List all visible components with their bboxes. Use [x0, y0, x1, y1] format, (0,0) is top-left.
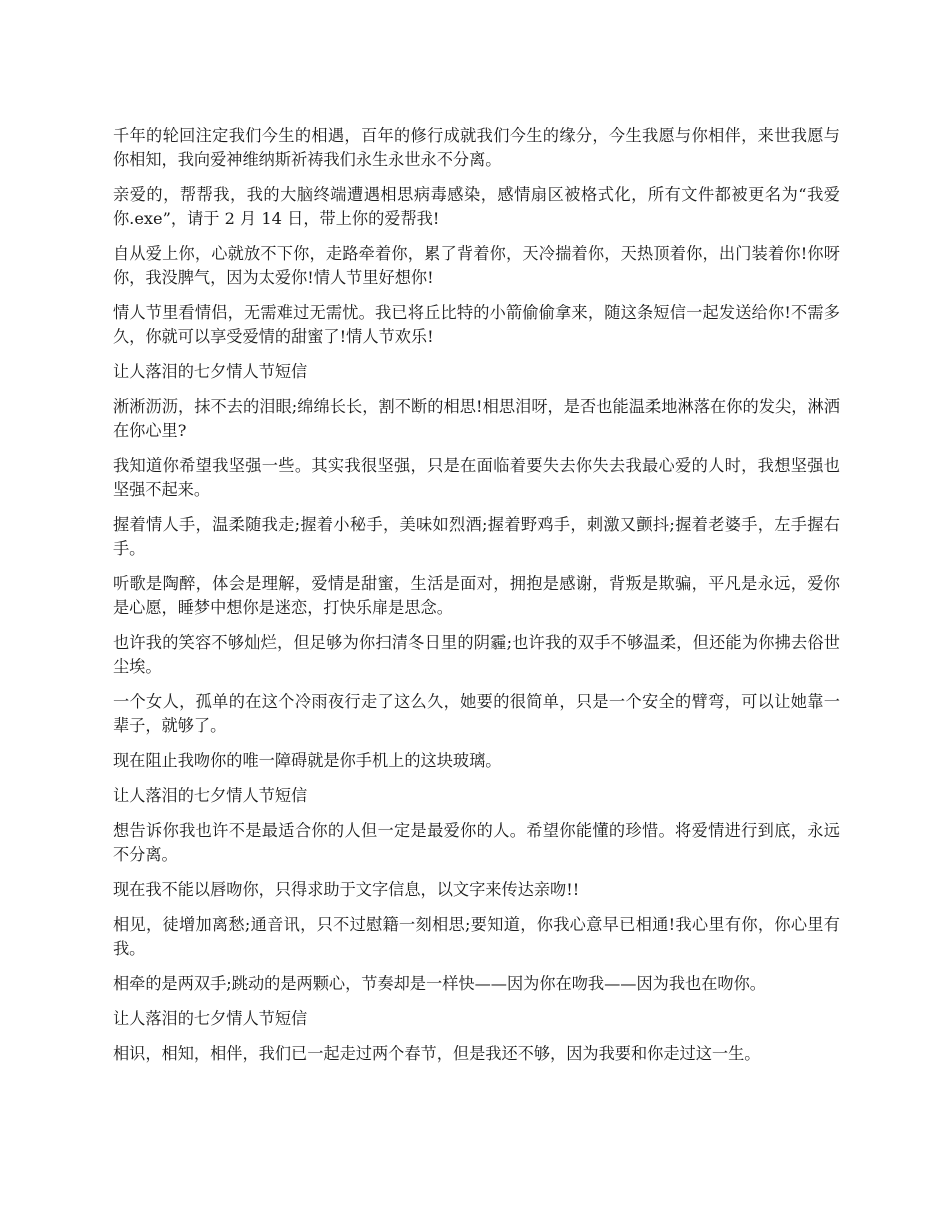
paragraph: 也许我的笑容不够灿烂，但足够为你扫清冬日里的阴霾;也许我的双手不够温柔，但还能为你拂去俗世尘埃。	[113, 633, 840, 676]
paragraph: 亲爱的，帮帮我，我的大脑终端遭遇相思病毒感染，感情扇区被格式化，所有文件都被更名为“我爱你.exe”，请于 2 月 14 日，带上你的爱帮我!	[113, 185, 840, 228]
paragraph: 淅淅沥沥，抹不去的泪眼;绵绵长长，割不断的相思!相思泪呀，是否也能温柔地淋落在你的发尖，淋洒在你心里?	[113, 397, 840, 440]
paragraph: 一个女人，孤单的在这个冷雨夜行走了这么久，她要的很简单，只是一个安全的臂弯，可以让她靠一辈子，就够了。	[113, 692, 840, 735]
section-heading: 让人落泪的七夕情人节短信	[113, 1009, 308, 1028]
document-page	[113, 124, 840, 1077]
paragraph: 自从爱上你，心就放不下你，走路牵着你，累了背着你，天冷揣着你，天热顶着你，出门装着你!你呀你，我没脾气，因为太爱你!情人节里好想你!	[113, 244, 840, 287]
paragraph: 千年的轮回注定我们今生的相遇，百年的修行成就我们今生的缘分，今生我愿与你相伴，来世我愿与你相知，我向爱神维纳斯祈祷我们永生永世永不分离。	[113, 126, 840, 169]
paragraph: 想告诉你我也许不是最适合你的人但一定是最爱你的人。希望你能懂的珍惜。将爱情进行到底，永远不分离。	[113, 821, 840, 864]
paragraph: 听歌是陶醉，体会是理解，爱情是甜蜜，生活是面对，拥抱是感谢，背叛是欺骗，平凡是永远，爱你是心愿，睡梦中想你是迷恋，打快乐扉是思念。	[113, 574, 840, 617]
paragraph: 我知道你希望我坚强一些。其实我很坚强，只是在面临着要失去你失去我最心爱的人时，我想坚强也坚强不起来。	[113, 456, 840, 499]
section-heading: 让人落泪的七夕情人节短信	[113, 786, 308, 805]
paragraph: 相见，徒增加离愁;通音讯，只不过慰籍一刻相思;要知道，你我心意早已相通!我心里有你，你心里有我。	[113, 915, 840, 958]
paragraph: 现在阻止我吻你的唯一障碍就是你手机上的这块玻璃。	[113, 751, 502, 770]
paragraph: 情人节里看情侣，无需难过无需忧。我已将丘比特的小箭偷偷拿来，随这条短信一起发送给你!不需多久，你就可以享受爱情的甜蜜了!情人节欢乐!	[113, 303, 840, 346]
paragraph: 相牵的是两双手;跳动的是两颗心，节奏却是一样快——因为你在吻我——因为我也在吻你。	[113, 974, 766, 993]
paragraph: 相识，相知，相伴，我们已一起走过两个春节，但是我还不够，因为我要和你走过这一生。	[113, 1044, 761, 1063]
paragraph: 握着情人手，温柔随我走;握着小秘手，美味如烈酒;握着野鸡手，刺激又颤抖;握着老婆手，左手握右手。	[113, 515, 840, 558]
paragraph: 现在我不能以唇吻你，只得求助于文字信息，以文字来传达亲吻!!	[113, 880, 580, 899]
section-heading: 让人落泪的七夕情人节短信	[113, 362, 308, 381]
